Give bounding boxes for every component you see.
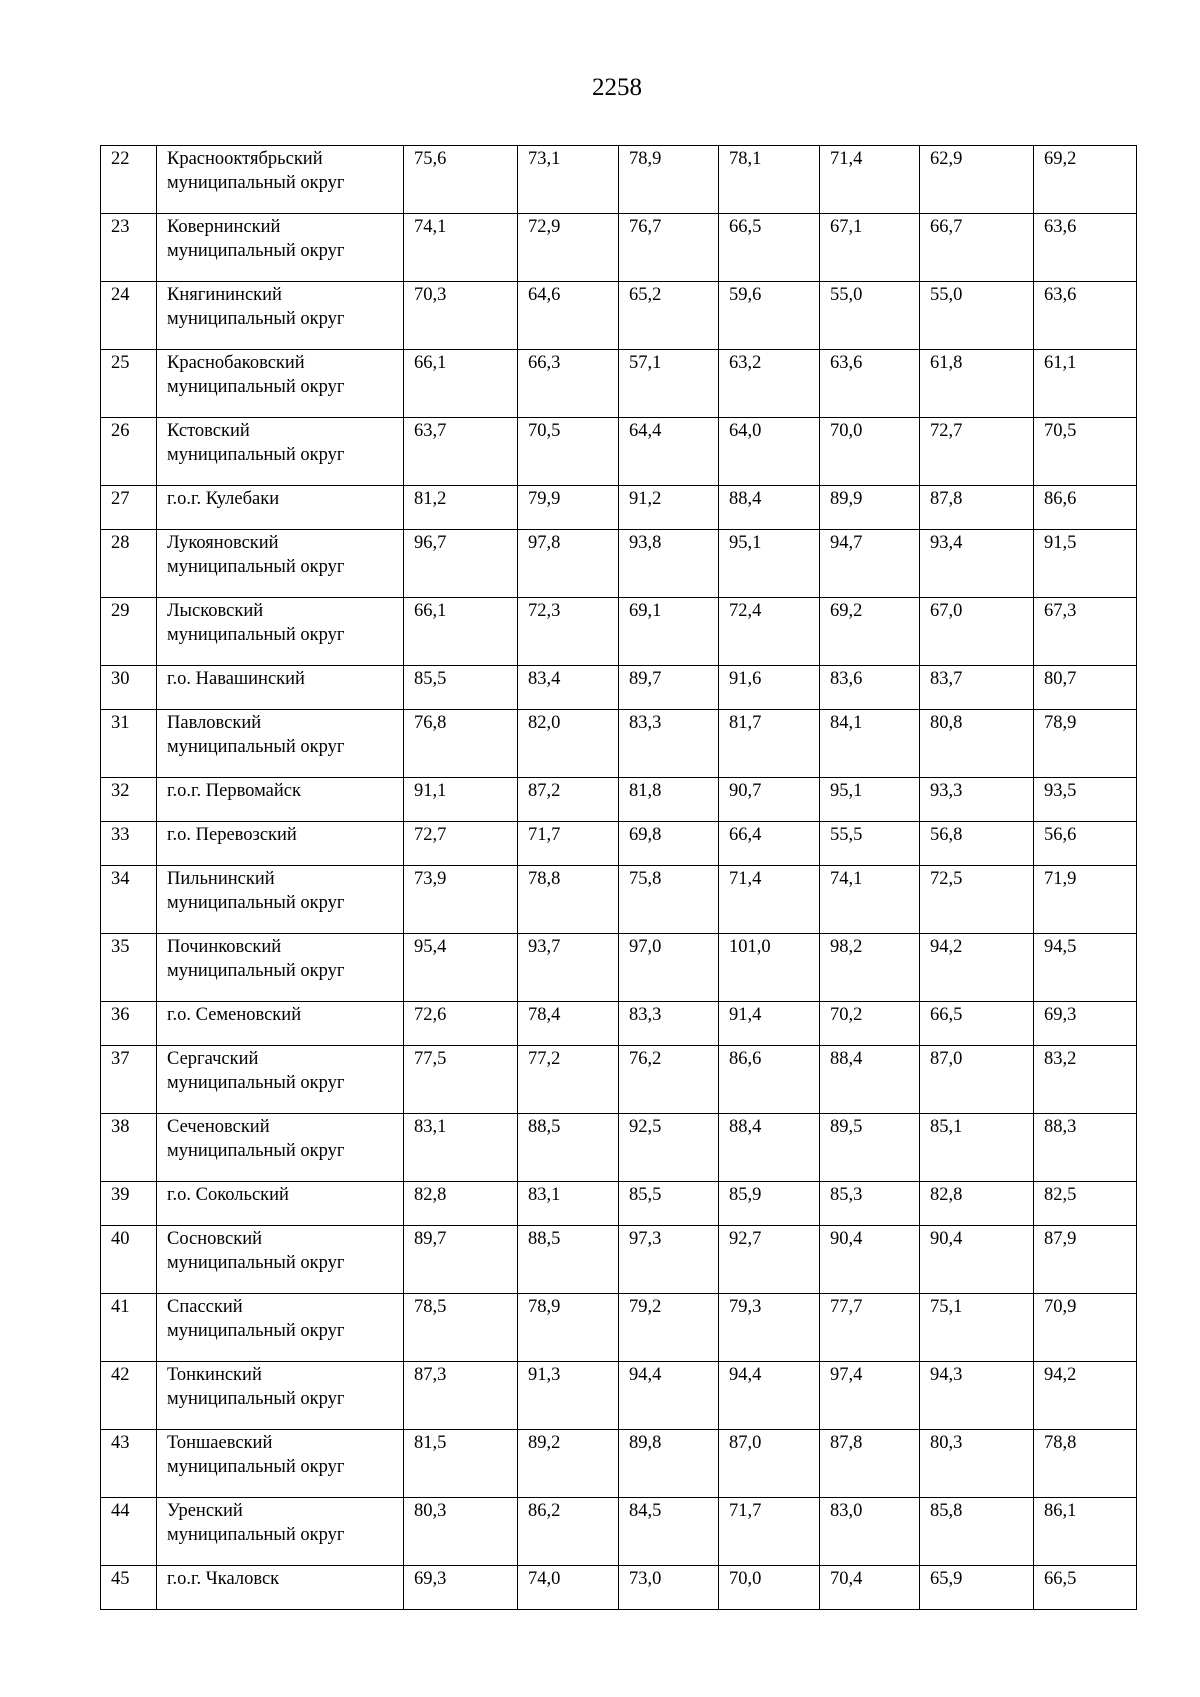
value-cell: 92,5 — [619, 1114, 719, 1182]
value-cell: 81,7 — [719, 710, 820, 778]
value-cell: 66,5 — [920, 1002, 1034, 1046]
value-cell: 87,0 — [920, 1046, 1034, 1114]
value-cell: 69,2 — [820, 598, 920, 666]
district-name-cell — [157, 1002, 404, 1046]
value-cell: 88,4 — [820, 1046, 920, 1114]
district-name-line: муниципальный округ — [167, 1141, 345, 1161]
district-name-line: г.о.г. Чкаловск — [167, 1569, 280, 1589]
district-name-line: Спасский — [167, 1297, 243, 1317]
table-row — [101, 214, 1137, 282]
value-cell: 55,5 — [820, 822, 920, 866]
value-cell: 70,0 — [820, 418, 920, 486]
value-cell: 76,7 — [619, 214, 719, 282]
row-number-cell: 23 — [101, 214, 157, 282]
table-row — [101, 1114, 1137, 1182]
row-number-cell: 34 — [101, 866, 157, 934]
value-cell: 89,9 — [820, 486, 920, 530]
value-cell: 72,3 — [518, 598, 619, 666]
district-name-line: муниципальный округ — [167, 893, 345, 913]
row-number-cell: 45 — [101, 1566, 157, 1610]
district-name-line: г.о. Сокольский — [167, 1185, 289, 1205]
district-name-cell — [157, 282, 404, 350]
value-cell: 86,6 — [1034, 486, 1137, 530]
value-cell: 78,8 — [518, 866, 619, 934]
value-cell: 91,1 — [404, 778, 518, 822]
value-cell: 64,4 — [619, 418, 719, 486]
value-cell: 83,3 — [619, 710, 719, 778]
row-number-cell: 41 — [101, 1294, 157, 1362]
value-cell: 70,0 — [719, 1566, 820, 1610]
value-cell: 85,5 — [404, 666, 518, 710]
value-cell: 88,4 — [719, 486, 820, 530]
district-name-line: Кстовский — [167, 421, 250, 441]
value-cell: 90,4 — [920, 1226, 1034, 1294]
value-cell: 78,1 — [719, 146, 820, 214]
value-cell: 81,5 — [404, 1430, 518, 1498]
value-cell: 85,3 — [820, 1182, 920, 1226]
value-cell: 85,5 — [619, 1182, 719, 1226]
district-name-line: муниципальный округ — [167, 625, 345, 645]
value-cell: 66,5 — [1034, 1566, 1137, 1610]
value-cell: 87,9 — [1034, 1226, 1137, 1294]
row-number-cell: 24 — [101, 282, 157, 350]
value-cell: 83,4 — [518, 666, 619, 710]
district-name-line: Сосновский — [167, 1229, 263, 1249]
value-cell: 65,2 — [619, 282, 719, 350]
district-name-line: муниципальный округ — [167, 1253, 345, 1273]
value-cell: 93,5 — [1034, 778, 1137, 822]
value-cell: 72,7 — [404, 822, 518, 866]
district-name-cell — [157, 214, 404, 282]
value-cell: 80,3 — [404, 1498, 518, 1566]
district-name-line: Княгининский — [167, 285, 282, 305]
row-number-cell: 25 — [101, 350, 157, 418]
district-name-line: Сергачский — [167, 1049, 259, 1069]
value-cell: 72,9 — [518, 214, 619, 282]
value-cell: 83,1 — [518, 1182, 619, 1226]
row-number-cell: 39 — [101, 1182, 157, 1226]
district-name-cell — [157, 146, 404, 214]
value-cell: 87,2 — [518, 778, 619, 822]
value-cell: 72,6 — [404, 1002, 518, 1046]
value-cell: 63,2 — [719, 350, 820, 418]
table-row — [101, 778, 1137, 822]
row-number-cell: 22 — [101, 146, 157, 214]
district-name-cell — [157, 866, 404, 934]
district-name-cell — [157, 530, 404, 598]
district-name-line: муниципальный округ — [167, 309, 345, 329]
table-row — [101, 486, 1137, 530]
value-cell: 63,6 — [1034, 282, 1137, 350]
district-name-cell — [157, 1566, 404, 1610]
value-cell: 82,8 — [404, 1182, 518, 1226]
district-name-cell — [157, 1226, 404, 1294]
value-cell: 93,7 — [518, 934, 619, 1002]
district-name-line: Ковернинский — [167, 217, 281, 237]
row-number-cell: 29 — [101, 598, 157, 666]
district-name-line: муниципальный округ — [167, 445, 345, 465]
district-name-line: Павловский — [167, 713, 262, 733]
value-cell: 70,3 — [404, 282, 518, 350]
value-cell: 66,5 — [719, 214, 820, 282]
value-cell: 96,7 — [404, 530, 518, 598]
district-name-line: муниципальный округ — [167, 241, 345, 261]
district-name-line: муниципальный округ — [167, 1389, 345, 1409]
value-cell: 87,0 — [719, 1430, 820, 1498]
district-name-line: Краснобаковский — [167, 353, 305, 373]
value-cell: 89,7 — [619, 666, 719, 710]
district-name-line: г.о.г. Первомайск — [167, 781, 301, 801]
value-cell: 88,4 — [719, 1114, 820, 1182]
district-name-cell — [157, 1498, 404, 1566]
district-name-cell — [157, 1294, 404, 1362]
value-cell: 72,7 — [920, 418, 1034, 486]
value-cell: 97,4 — [820, 1362, 920, 1430]
table-row — [101, 418, 1137, 486]
value-cell: 95,4 — [404, 934, 518, 1002]
value-cell: 74,1 — [404, 214, 518, 282]
value-cell: 62,9 — [920, 146, 1034, 214]
value-cell: 55,0 — [820, 282, 920, 350]
value-cell: 83,3 — [619, 1002, 719, 1046]
district-name-line: Тоншаевский — [167, 1433, 273, 1453]
value-cell: 89,8 — [619, 1430, 719, 1498]
value-cell: 69,1 — [619, 598, 719, 666]
district-name-cell — [157, 778, 404, 822]
value-cell: 79,2 — [619, 1294, 719, 1362]
data-table — [100, 145, 1137, 1610]
value-cell: 56,6 — [1034, 822, 1137, 866]
value-cell: 63,6 — [820, 350, 920, 418]
table-row — [101, 1294, 1137, 1362]
value-cell: 85,1 — [920, 1114, 1034, 1182]
value-cell: 65,9 — [920, 1566, 1034, 1610]
value-cell: 74,1 — [820, 866, 920, 934]
value-cell: 66,3 — [518, 350, 619, 418]
row-number-cell: 43 — [101, 1430, 157, 1498]
value-cell: 75,1 — [920, 1294, 1034, 1362]
value-cell: 92,7 — [719, 1226, 820, 1294]
value-cell: 76,8 — [404, 710, 518, 778]
value-cell: 70,5 — [1034, 418, 1137, 486]
value-cell: 87,8 — [920, 486, 1034, 530]
table-row — [101, 1498, 1137, 1566]
table-row — [101, 146, 1137, 214]
page-number: 2258 — [592, 74, 642, 101]
district-name-cell — [157, 934, 404, 1002]
district-name-line: Пильнинский — [167, 869, 275, 889]
table-row — [101, 866, 1137, 934]
value-cell: 94,7 — [820, 530, 920, 598]
value-cell: 94,5 — [1034, 934, 1137, 1002]
value-cell: 70,2 — [820, 1002, 920, 1046]
value-cell: 75,6 — [404, 146, 518, 214]
value-cell: 56,8 — [920, 822, 1034, 866]
value-cell: 76,2 — [619, 1046, 719, 1114]
value-cell: 78,5 — [404, 1294, 518, 1362]
value-cell: 89,7 — [404, 1226, 518, 1294]
district-name-line: муниципальный округ — [167, 1525, 345, 1545]
value-cell: 85,8 — [920, 1498, 1034, 1566]
value-cell: 91,3 — [518, 1362, 619, 1430]
value-cell: 86,2 — [518, 1498, 619, 1566]
value-cell: 91,2 — [619, 486, 719, 530]
value-cell: 84,1 — [820, 710, 920, 778]
value-cell: 91,6 — [719, 666, 820, 710]
value-cell: 91,5 — [1034, 530, 1137, 598]
value-cell: 94,2 — [920, 934, 1034, 1002]
value-cell: 66,1 — [404, 598, 518, 666]
value-cell: 77,7 — [820, 1294, 920, 1362]
value-cell: 94,3 — [920, 1362, 1034, 1430]
value-cell: 89,5 — [820, 1114, 920, 1182]
value-cell: 81,2 — [404, 486, 518, 530]
value-cell: 72,4 — [719, 598, 820, 666]
value-cell: 83,0 — [820, 1498, 920, 1566]
value-cell: 93,8 — [619, 530, 719, 598]
table-row — [101, 822, 1137, 866]
row-number-cell: 44 — [101, 1498, 157, 1566]
district-name-cell — [157, 1182, 404, 1226]
value-cell: 97,0 — [619, 934, 719, 1002]
value-cell: 94,4 — [619, 1362, 719, 1430]
value-cell: 86,1 — [1034, 1498, 1137, 1566]
row-number-cell: 42 — [101, 1362, 157, 1430]
district-name-line: Починковский — [167, 937, 282, 957]
value-cell: 71,7 — [719, 1498, 820, 1566]
value-cell: 93,3 — [920, 778, 1034, 822]
district-name-cell — [157, 822, 404, 866]
value-cell: 77,5 — [404, 1046, 518, 1114]
district-name-cell — [157, 1430, 404, 1498]
value-cell: 101,0 — [719, 934, 820, 1002]
district-name-cell — [157, 710, 404, 778]
value-cell: 88,5 — [518, 1226, 619, 1294]
value-cell: 70,4 — [820, 1566, 920, 1610]
district-name-line: муниципальный округ — [167, 1321, 345, 1341]
value-cell: 67,1 — [820, 214, 920, 282]
value-cell: 69,3 — [1034, 1002, 1137, 1046]
value-cell: 63,7 — [404, 418, 518, 486]
district-name-cell — [157, 666, 404, 710]
value-cell: 66,7 — [920, 214, 1034, 282]
value-cell: 71,9 — [1034, 866, 1137, 934]
value-cell: 97,3 — [619, 1226, 719, 1294]
value-cell: 67,3 — [1034, 598, 1137, 666]
value-cell: 64,6 — [518, 282, 619, 350]
value-cell: 66,1 — [404, 350, 518, 418]
value-cell: 70,5 — [518, 418, 619, 486]
value-cell: 82,8 — [920, 1182, 1034, 1226]
row-number-cell: 33 — [101, 822, 157, 866]
value-cell: 93,4 — [920, 530, 1034, 598]
value-cell: 85,9 — [719, 1182, 820, 1226]
value-cell: 95,1 — [719, 530, 820, 598]
value-cell: 79,9 — [518, 486, 619, 530]
table-row — [101, 666, 1137, 710]
value-cell: 73,0 — [619, 1566, 719, 1610]
value-cell: 86,6 — [719, 1046, 820, 1114]
value-cell: 61,1 — [1034, 350, 1137, 418]
value-cell: 80,7 — [1034, 666, 1137, 710]
value-cell: 80,3 — [920, 1430, 1034, 1498]
value-cell: 82,5 — [1034, 1182, 1137, 1226]
value-cell: 66,4 — [719, 822, 820, 866]
district-name-line: муниципальный округ — [167, 173, 345, 193]
value-cell: 90,4 — [820, 1226, 920, 1294]
district-name-cell — [157, 1114, 404, 1182]
table-row — [101, 1226, 1137, 1294]
table-row — [101, 598, 1137, 666]
row-number-cell: 26 — [101, 418, 157, 486]
value-cell: 57,1 — [619, 350, 719, 418]
value-cell: 69,2 — [1034, 146, 1137, 214]
value-cell: 83,1 — [404, 1114, 518, 1182]
value-cell: 94,2 — [1034, 1362, 1137, 1430]
value-cell: 64,0 — [719, 418, 820, 486]
row-number-cell: 38 — [101, 1114, 157, 1182]
value-cell: 71,4 — [719, 866, 820, 934]
value-cell: 88,5 — [518, 1114, 619, 1182]
district-name-cell — [157, 1046, 404, 1114]
value-cell: 84,5 — [619, 1498, 719, 1566]
district-name-line: муниципальный округ — [167, 1457, 345, 1477]
value-cell: 98,2 — [820, 934, 920, 1002]
district-name-line: Лукояновский — [167, 533, 279, 553]
table-body — [101, 146, 1137, 1610]
value-cell: 55,0 — [920, 282, 1034, 350]
value-cell: 78,8 — [1034, 1430, 1137, 1498]
table-row — [101, 1566, 1137, 1610]
table-row — [101, 710, 1137, 778]
value-cell: 83,7 — [920, 666, 1034, 710]
district-name-line: муниципальный округ — [167, 557, 345, 577]
value-cell: 69,8 — [619, 822, 719, 866]
value-cell: 78,9 — [518, 1294, 619, 1362]
table-row — [101, 1362, 1137, 1430]
district-name-line: г.о.г. Кулебаки — [167, 489, 280, 509]
district-name-cell — [157, 350, 404, 418]
row-number-cell: 30 — [101, 666, 157, 710]
district-name-line: муниципальный округ — [167, 1073, 345, 1093]
value-cell: 71,7 — [518, 822, 619, 866]
value-cell: 81,8 — [619, 778, 719, 822]
row-number-cell: 37 — [101, 1046, 157, 1114]
value-cell: 78,9 — [619, 146, 719, 214]
district-name-line: Тонкинский — [167, 1365, 262, 1385]
row-number-cell: 27 — [101, 486, 157, 530]
district-name-line: муниципальный округ — [167, 377, 345, 397]
district-name-cell — [157, 418, 404, 486]
row-number-cell: 35 — [101, 934, 157, 1002]
row-number-cell: 40 — [101, 1226, 157, 1294]
table-row — [101, 1182, 1137, 1226]
row-number-cell: 36 — [101, 1002, 157, 1046]
value-cell: 77,2 — [518, 1046, 619, 1114]
district-name-line: Лысковский — [167, 601, 264, 621]
row-number-cell: 32 — [101, 778, 157, 822]
district-name-line: муниципальный округ — [167, 961, 345, 981]
row-number-cell: 28 — [101, 530, 157, 598]
value-cell: 59,6 — [719, 282, 820, 350]
district-name-cell — [157, 486, 404, 530]
table-row — [101, 530, 1137, 598]
value-cell: 97,8 — [518, 530, 619, 598]
value-cell: 61,8 — [920, 350, 1034, 418]
district-name-cell — [157, 1362, 404, 1430]
value-cell: 72,5 — [920, 866, 1034, 934]
district-name-cell — [157, 598, 404, 666]
row-number-cell: 31 — [101, 710, 157, 778]
district-name-line: Уренский — [167, 1501, 243, 1521]
table-row — [101, 350, 1137, 418]
table-row — [101, 1046, 1137, 1114]
district-name-line: Сеченовский — [167, 1117, 270, 1137]
district-name-line: г.о. Навашинский — [167, 669, 305, 689]
table-row — [101, 1430, 1137, 1498]
value-cell: 88,3 — [1034, 1114, 1137, 1182]
table-row — [101, 934, 1137, 1002]
value-cell: 63,6 — [1034, 214, 1137, 282]
district-name-line: г.о. Перевозский — [167, 825, 297, 845]
value-cell: 90,7 — [719, 778, 820, 822]
district-name-line: г.о. Семеновский — [167, 1005, 302, 1025]
table-row — [101, 282, 1137, 350]
value-cell: 74,0 — [518, 1566, 619, 1610]
value-cell: 91,4 — [719, 1002, 820, 1046]
value-cell: 75,8 — [619, 866, 719, 934]
value-cell: 82,0 — [518, 710, 619, 778]
value-cell: 69,3 — [404, 1566, 518, 1610]
value-cell: 71,4 — [820, 146, 920, 214]
value-cell: 78,9 — [1034, 710, 1137, 778]
value-cell: 67,0 — [920, 598, 1034, 666]
value-cell: 89,2 — [518, 1430, 619, 1498]
value-cell: 79,3 — [719, 1294, 820, 1362]
district-name-line: муниципальный округ — [167, 737, 345, 757]
value-cell: 87,3 — [404, 1362, 518, 1430]
value-cell: 78,4 — [518, 1002, 619, 1046]
value-cell: 73,1 — [518, 146, 619, 214]
value-cell: 87,8 — [820, 1430, 920, 1498]
value-cell: 95,1 — [820, 778, 920, 822]
district-name-line: Краснооктябрьский — [167, 149, 323, 169]
value-cell: 73,9 — [404, 866, 518, 934]
value-cell: 83,6 — [820, 666, 920, 710]
value-cell: 80,8 — [920, 710, 1034, 778]
table-row — [101, 1002, 1137, 1046]
value-cell: 70,9 — [1034, 1294, 1137, 1362]
value-cell: 94,4 — [719, 1362, 820, 1430]
value-cell: 83,2 — [1034, 1046, 1137, 1114]
